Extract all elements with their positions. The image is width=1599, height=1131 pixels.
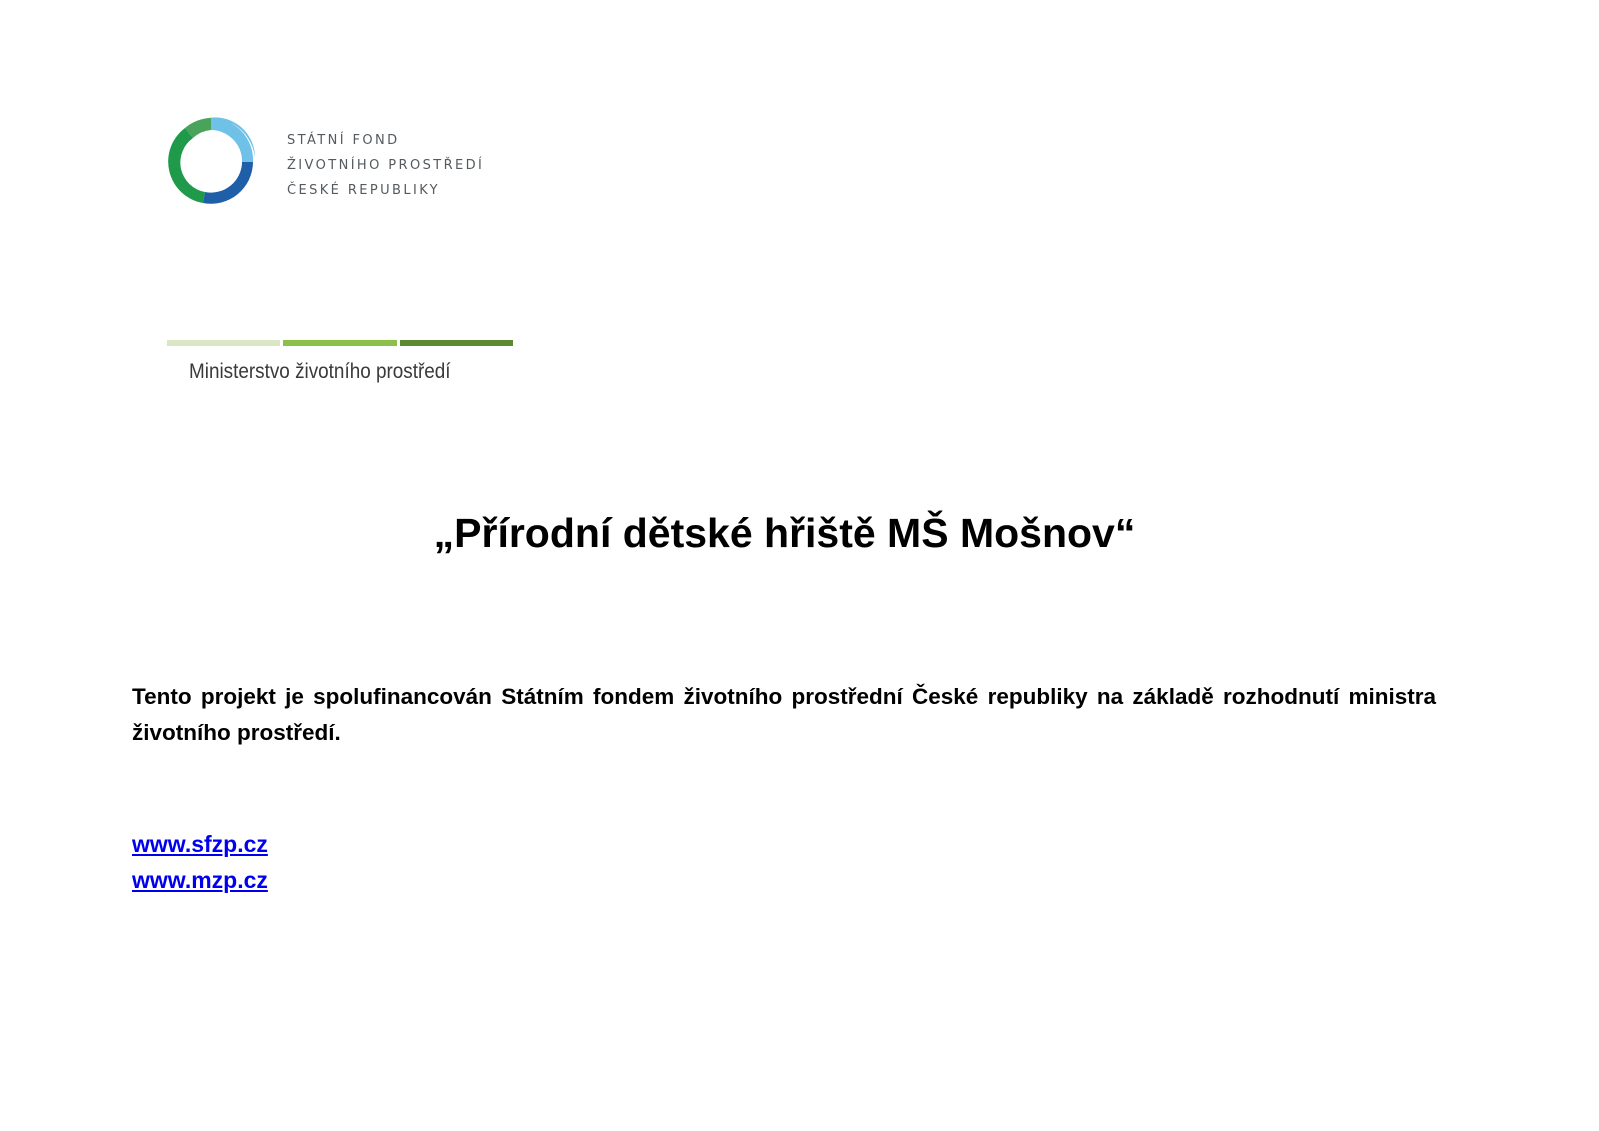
links-list — [132, 826, 268, 898]
mzp-bar-mid — [283, 340, 397, 346]
funding-statement: Tento projekt je spolufinancován Státním fondem životního prostřední České republiky na základě rozhodnutí ministra životního prostředí. — [132, 684, 1436, 745]
sfzp-name-line: ČESKÉ REPUBLIKY — [287, 183, 441, 198]
mzp-bar-light — [167, 340, 280, 346]
mzp-color-bars — [167, 340, 513, 346]
sfzp-name — [287, 128, 484, 203]
sfzp-name-line: STÁTNÍ FOND — [287, 133, 400, 148]
mzp-name: Ministerstvo životního prostředí — [189, 360, 451, 383]
project-title: „Přírodní dětské hřiště MŠ Mošnov“ — [433, 510, 1136, 556]
sfzp-logo — [163, 112, 543, 212]
sfzp-ring-icon — [163, 112, 259, 210]
sfzp-link[interactable]: www.sfzp.cz — [132, 831, 268, 857]
mzp-logo — [167, 340, 517, 390]
mzp-bar-dark — [400, 340, 513, 346]
sfzp-name-line: ŽIVOTNÍHO PROSTŘEDÍ — [287, 158, 485, 173]
mzp-link[interactable]: www.mzp.cz — [132, 867, 268, 893]
